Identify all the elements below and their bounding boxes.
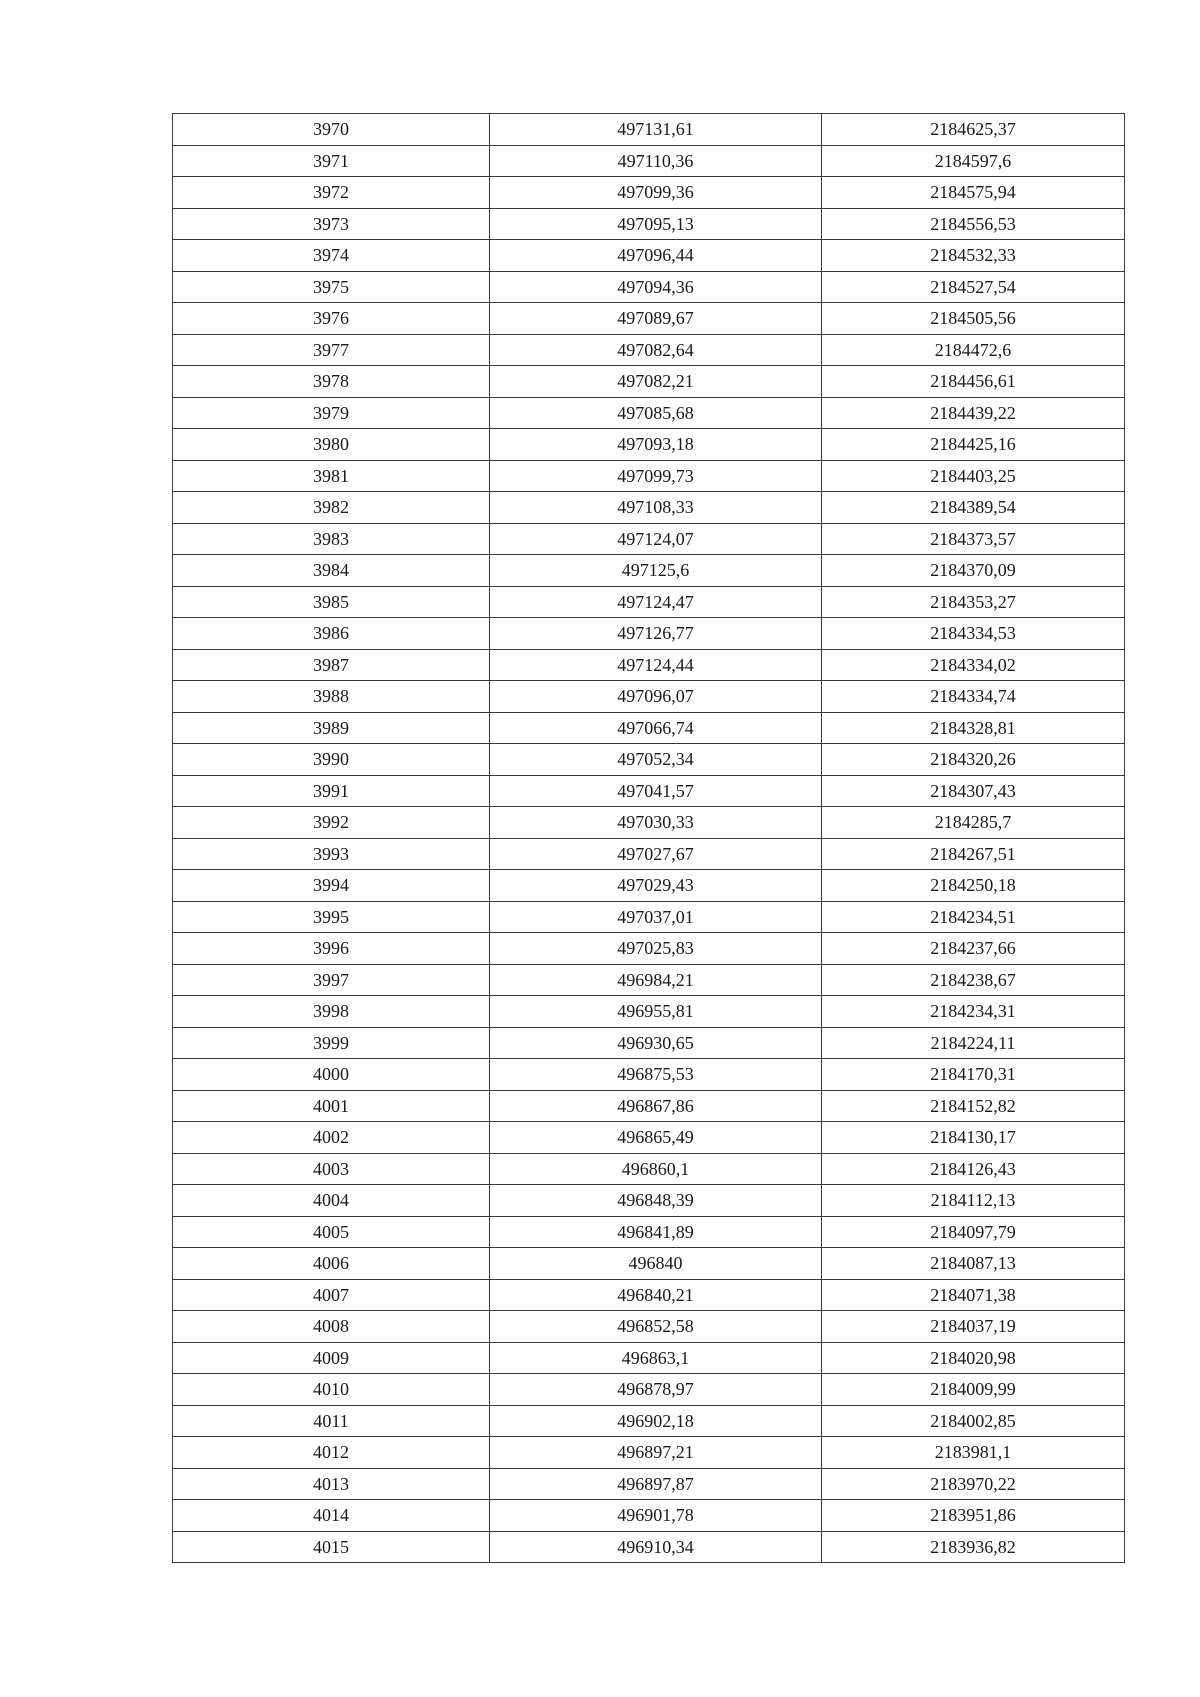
table-row [173, 649, 1125, 681]
point-number-cell: 3994 [173, 870, 490, 902]
y-coordinate-cell: 2184334,53 [822, 618, 1125, 650]
x-coordinate-cell: 497110,36 [490, 145, 822, 177]
table-row [173, 838, 1125, 870]
point-number-cell: 3986 [173, 618, 490, 650]
y-coordinate-cell: 2184625,37 [822, 114, 1125, 146]
x-coordinate-cell: 497030,33 [490, 807, 822, 839]
x-coordinate-cell: 497095,13 [490, 208, 822, 240]
y-coordinate-cell: 2184597,6 [822, 145, 1125, 177]
point-number-cell: 4006 [173, 1248, 490, 1280]
x-coordinate-cell: 497052,34 [490, 744, 822, 776]
y-coordinate-cell: 2184556,53 [822, 208, 1125, 240]
point-number-cell: 4015 [173, 1531, 490, 1563]
y-coordinate-cell: 2184238,67 [822, 964, 1125, 996]
y-coordinate-cell: 2184456,61 [822, 366, 1125, 398]
table-row [173, 1311, 1125, 1343]
x-coordinate-cell: 497085,68 [490, 397, 822, 429]
x-coordinate-cell: 497099,36 [490, 177, 822, 209]
table-row [173, 618, 1125, 650]
x-coordinate-cell: 497082,64 [490, 334, 822, 366]
point-number-cell: 4007 [173, 1279, 490, 1311]
table-row [173, 1374, 1125, 1406]
x-coordinate-cell: 497041,57 [490, 775, 822, 807]
y-coordinate-cell: 2184334,74 [822, 681, 1125, 713]
y-coordinate-cell: 2183981,1 [822, 1437, 1125, 1469]
x-coordinate-cell: 496863,1 [490, 1342, 822, 1374]
y-coordinate-cell: 2184234,51 [822, 901, 1125, 933]
point-number-cell: 3991 [173, 775, 490, 807]
table-row [173, 1468, 1125, 1500]
point-number-cell: 3990 [173, 744, 490, 776]
table-row [173, 523, 1125, 555]
point-number-cell: 3985 [173, 586, 490, 618]
table-row [173, 1059, 1125, 1091]
y-coordinate-cell: 2184353,27 [822, 586, 1125, 618]
y-coordinate-cell: 2184328,81 [822, 712, 1125, 744]
y-coordinate-cell: 2184527,54 [822, 271, 1125, 303]
y-coordinate-cell: 2184224,11 [822, 1027, 1125, 1059]
point-number-cell: 3982 [173, 492, 490, 524]
y-coordinate-cell: 2184250,18 [822, 870, 1125, 902]
x-coordinate-cell: 497131,61 [490, 114, 822, 146]
point-number-cell: 3983 [173, 523, 490, 555]
point-number-cell: 4013 [173, 1468, 490, 1500]
y-coordinate-cell: 2184320,26 [822, 744, 1125, 776]
coordinates-table-body [173, 114, 1125, 1563]
table-row [173, 334, 1125, 366]
x-coordinate-cell: 497029,43 [490, 870, 822, 902]
x-coordinate-cell: 496841,89 [490, 1216, 822, 1248]
x-coordinate-cell: 497027,67 [490, 838, 822, 870]
y-coordinate-cell: 2184126,43 [822, 1153, 1125, 1185]
point-number-cell: 4005 [173, 1216, 490, 1248]
point-number-cell: 4011 [173, 1405, 490, 1437]
point-number-cell: 4001 [173, 1090, 490, 1122]
point-number-cell: 3971 [173, 145, 490, 177]
x-coordinate-cell: 496840,21 [490, 1279, 822, 1311]
x-coordinate-cell: 497082,21 [490, 366, 822, 398]
point-number-cell: 3975 [173, 271, 490, 303]
point-number-cell: 4002 [173, 1122, 490, 1154]
y-coordinate-cell: 2184334,02 [822, 649, 1125, 681]
y-coordinate-cell: 2184505,56 [822, 303, 1125, 335]
x-coordinate-cell: 496865,49 [490, 1122, 822, 1154]
point-number-cell: 3984 [173, 555, 490, 587]
y-coordinate-cell: 2184152,82 [822, 1090, 1125, 1122]
x-coordinate-cell: 496848,39 [490, 1185, 822, 1217]
point-number-cell: 3978 [173, 366, 490, 398]
x-coordinate-cell: 496955,81 [490, 996, 822, 1028]
point-number-cell: 3981 [173, 460, 490, 492]
x-coordinate-cell: 497037,01 [490, 901, 822, 933]
y-coordinate-cell: 2184575,94 [822, 177, 1125, 209]
point-number-cell: 4003 [173, 1153, 490, 1185]
table-row [173, 712, 1125, 744]
table-row [173, 240, 1125, 272]
x-coordinate-cell: 496878,97 [490, 1374, 822, 1406]
point-number-cell: 3972 [173, 177, 490, 209]
y-coordinate-cell: 2184087,13 [822, 1248, 1125, 1280]
y-coordinate-cell: 2184267,51 [822, 838, 1125, 870]
table-row [173, 775, 1125, 807]
y-coordinate-cell: 2184425,16 [822, 429, 1125, 461]
y-coordinate-cell: 2184532,33 [822, 240, 1125, 272]
table-row [173, 555, 1125, 587]
table-row [173, 492, 1125, 524]
table-row [173, 1185, 1125, 1217]
point-number-cell: 3998 [173, 996, 490, 1028]
point-number-cell: 4012 [173, 1437, 490, 1469]
x-coordinate-cell: 496897,87 [490, 1468, 822, 1500]
point-number-cell: 4009 [173, 1342, 490, 1374]
table-row [173, 1500, 1125, 1532]
x-coordinate-cell: 497094,36 [490, 271, 822, 303]
x-coordinate-cell: 497099,73 [490, 460, 822, 492]
table-row [173, 303, 1125, 335]
table-row [173, 397, 1125, 429]
table-row [173, 1248, 1125, 1280]
x-coordinate-cell: 496840 [490, 1248, 822, 1280]
y-coordinate-cell: 2184373,57 [822, 523, 1125, 555]
point-number-cell: 4008 [173, 1311, 490, 1343]
table-row [173, 744, 1125, 776]
point-number-cell: 3980 [173, 429, 490, 461]
point-number-cell: 3989 [173, 712, 490, 744]
y-coordinate-cell: 2184370,09 [822, 555, 1125, 587]
table-row [173, 429, 1125, 461]
point-number-cell: 3992 [173, 807, 490, 839]
point-number-cell: 3995 [173, 901, 490, 933]
point-number-cell: 3974 [173, 240, 490, 272]
point-number-cell: 4014 [173, 1500, 490, 1532]
x-coordinate-cell: 497066,74 [490, 712, 822, 744]
table-row [173, 1437, 1125, 1469]
y-coordinate-cell: 2184002,85 [822, 1405, 1125, 1437]
point-number-cell: 3993 [173, 838, 490, 870]
x-coordinate-cell: 497025,83 [490, 933, 822, 965]
table-row [173, 366, 1125, 398]
table-row [173, 586, 1125, 618]
y-coordinate-cell: 2184439,22 [822, 397, 1125, 429]
point-number-cell: 4010 [173, 1374, 490, 1406]
table-row [173, 681, 1125, 713]
x-coordinate-cell: 497126,77 [490, 618, 822, 650]
x-coordinate-cell: 496852,58 [490, 1311, 822, 1343]
coordinates-table [172, 113, 1125, 1563]
table-row [173, 1531, 1125, 1563]
table-row [173, 1153, 1125, 1185]
y-coordinate-cell: 2184037,19 [822, 1311, 1125, 1343]
x-coordinate-cell: 497124,44 [490, 649, 822, 681]
y-coordinate-cell: 2183951,86 [822, 1500, 1125, 1532]
y-coordinate-cell: 2184071,38 [822, 1279, 1125, 1311]
point-number-cell: 4004 [173, 1185, 490, 1217]
x-coordinate-cell: 497096,44 [490, 240, 822, 272]
table-row [173, 460, 1125, 492]
point-number-cell: 3976 [173, 303, 490, 335]
point-number-cell: 3996 [173, 933, 490, 965]
table-row [173, 1342, 1125, 1374]
x-coordinate-cell: 496910,34 [490, 1531, 822, 1563]
point-number-cell: 3988 [173, 681, 490, 713]
table-row [173, 271, 1125, 303]
y-coordinate-cell: 2184403,25 [822, 460, 1125, 492]
x-coordinate-cell: 497124,47 [490, 586, 822, 618]
table-row [173, 1090, 1125, 1122]
y-coordinate-cell: 2184130,17 [822, 1122, 1125, 1154]
table-row [173, 870, 1125, 902]
x-coordinate-cell: 497096,07 [490, 681, 822, 713]
point-number-cell: 3977 [173, 334, 490, 366]
x-coordinate-cell: 496984,21 [490, 964, 822, 996]
y-coordinate-cell: 2184097,79 [822, 1216, 1125, 1248]
y-coordinate-cell: 2184009,99 [822, 1374, 1125, 1406]
table-row [173, 901, 1125, 933]
y-coordinate-cell: 2184285,7 [822, 807, 1125, 839]
y-coordinate-cell: 2184170,31 [822, 1059, 1125, 1091]
point-number-cell: 3973 [173, 208, 490, 240]
y-coordinate-cell: 2184237,66 [822, 933, 1125, 965]
table-row [173, 1279, 1125, 1311]
table-row [173, 177, 1125, 209]
point-number-cell: 4000 [173, 1059, 490, 1091]
x-coordinate-cell: 497108,33 [490, 492, 822, 524]
y-coordinate-cell: 2183936,82 [822, 1531, 1125, 1563]
point-number-cell: 3997 [173, 964, 490, 996]
x-coordinate-cell: 496897,21 [490, 1437, 822, 1469]
table-row [173, 933, 1125, 965]
point-number-cell: 3970 [173, 114, 490, 146]
y-coordinate-cell: 2184020,98 [822, 1342, 1125, 1374]
table-row [173, 1216, 1125, 1248]
y-coordinate-cell: 2184112,13 [822, 1185, 1125, 1217]
x-coordinate-cell: 496930,65 [490, 1027, 822, 1059]
y-coordinate-cell: 2184389,54 [822, 492, 1125, 524]
x-coordinate-cell: 497093,18 [490, 429, 822, 461]
x-coordinate-cell: 496902,18 [490, 1405, 822, 1437]
x-coordinate-cell: 496901,78 [490, 1500, 822, 1532]
y-coordinate-cell: 2183970,22 [822, 1468, 1125, 1500]
table-row [173, 807, 1125, 839]
point-number-cell: 3979 [173, 397, 490, 429]
y-coordinate-cell: 2184472,6 [822, 334, 1125, 366]
table-row [173, 208, 1125, 240]
point-number-cell: 3987 [173, 649, 490, 681]
x-coordinate-cell: 497125,6 [490, 555, 822, 587]
x-coordinate-cell: 497124,07 [490, 523, 822, 555]
point-number-cell: 3999 [173, 1027, 490, 1059]
x-coordinate-cell: 496867,86 [490, 1090, 822, 1122]
table-row [173, 145, 1125, 177]
y-coordinate-cell: 2184307,43 [822, 775, 1125, 807]
table-row [173, 114, 1125, 146]
table-row [173, 1027, 1125, 1059]
table-row [173, 996, 1125, 1028]
x-coordinate-cell: 496860,1 [490, 1153, 822, 1185]
x-coordinate-cell: 497089,67 [490, 303, 822, 335]
table-row [173, 1122, 1125, 1154]
x-coordinate-cell: 496875,53 [490, 1059, 822, 1091]
table-row [173, 964, 1125, 996]
table-row [173, 1405, 1125, 1437]
y-coordinate-cell: 2184234,31 [822, 996, 1125, 1028]
